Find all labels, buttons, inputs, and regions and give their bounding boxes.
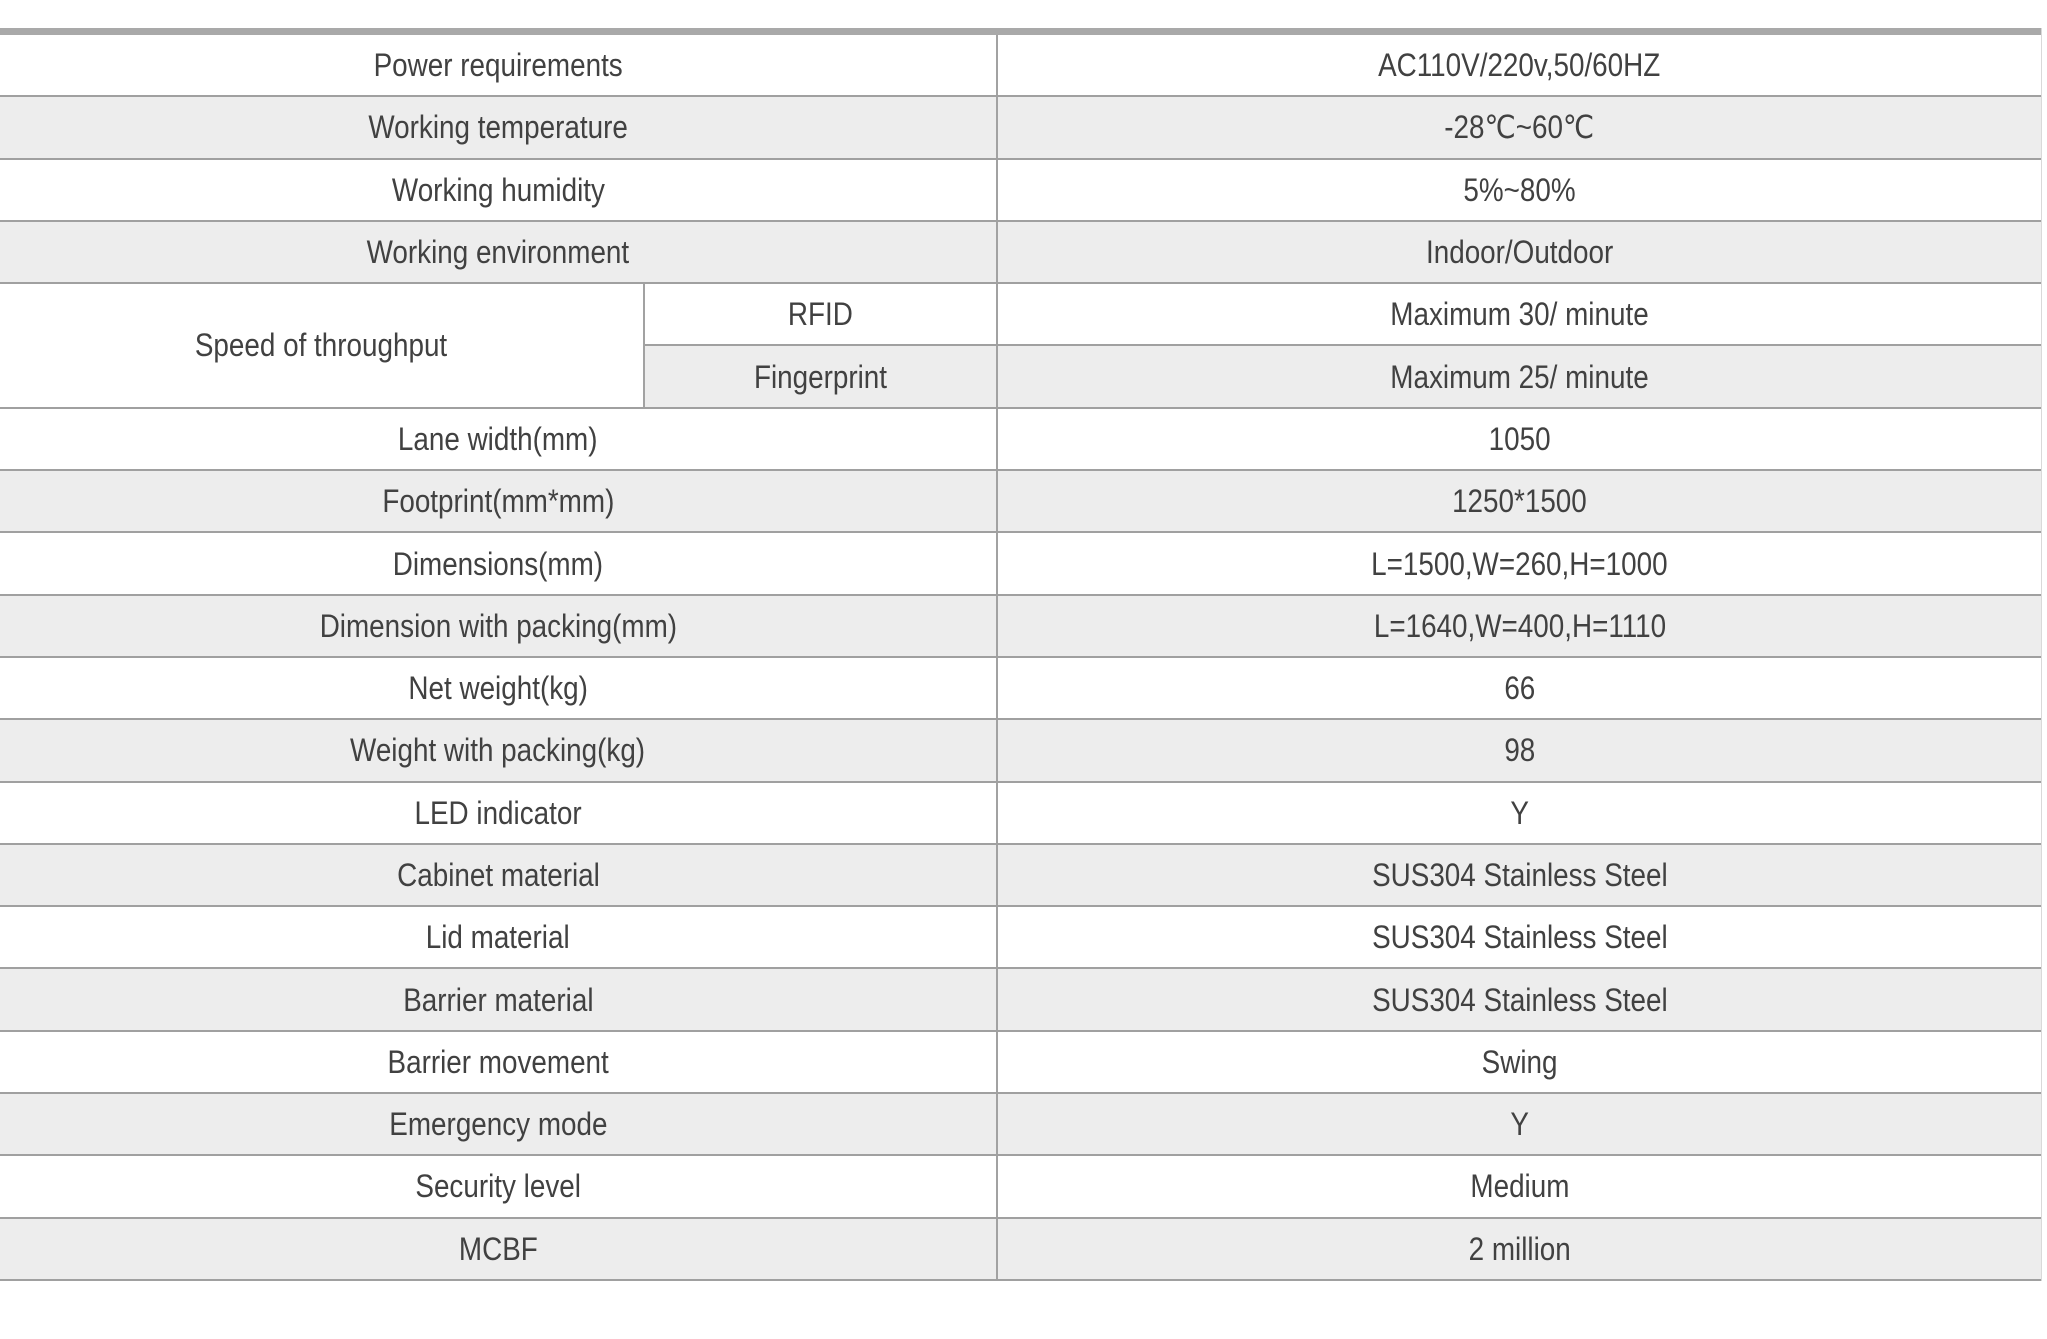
spec-value-text: Indoor/Outdoor: [1425, 234, 1614, 271]
spec-label-cell: [0, 596, 998, 656]
table-row: [0, 1094, 2041, 1156]
spec-value-cell: [998, 533, 2041, 593]
spec-label-text: Lid material: [426, 919, 570, 956]
table-row: [0, 35, 2041, 97]
table-subrow: [645, 346, 2041, 406]
table-row: [0, 160, 2041, 222]
spec-label-text: Barrier movement: [387, 1043, 609, 1080]
spec-label-text: Security level: [415, 1168, 581, 1205]
spec-value-text: Maximum 25/ minute: [1390, 358, 1649, 395]
spec-value-cell: [998, 97, 2041, 157]
spec-label-cell: [0, 1094, 998, 1154]
table-row: [0, 658, 2041, 720]
spec-value-text: Medium: [1469, 1168, 1570, 1205]
spec-label-text: Weight with packing(kg): [350, 732, 646, 769]
spec-label-text: Working humidity: [391, 171, 605, 208]
spec-value-cell: [998, 1156, 2041, 1216]
spec-value-cell: [998, 346, 2041, 406]
spec-label-cell: [0, 1156, 998, 1216]
spec-label-text: Barrier material: [402, 981, 594, 1018]
spec-value-text: Swing: [1481, 1043, 1558, 1080]
table-row: [0, 471, 2041, 533]
spec-value-text: L=1500,W=260,H=1000: [1371, 545, 1668, 582]
table-row: [0, 907, 2041, 969]
table-row: [0, 845, 2041, 907]
table-top-bar: [0, 28, 2041, 35]
table-subrow: [645, 284, 2041, 346]
table-row: [0, 409, 2041, 471]
spec-label-text: MCBF: [458, 1230, 538, 1267]
spec-label-cell: [0, 97, 998, 157]
table-row: [0, 222, 2041, 284]
spec-value-text: L=1640,W=400,H=1110: [1373, 607, 1666, 644]
spec-value-text: Y: [1510, 1106, 1529, 1143]
table-row: [0, 97, 2041, 159]
table-row: [0, 533, 2041, 595]
spec-value-cell: [998, 596, 2041, 656]
spec-value-cell: [998, 284, 2041, 344]
spec-value-text: SUS304 Stainless Steel: [1371, 857, 1668, 893]
spec-value-cell: [998, 471, 2041, 531]
spec-label-text: Dimensions(mm): [392, 545, 604, 582]
spec-value-cell: [998, 1032, 2041, 1092]
table-row: [0, 969, 2041, 1031]
spec-value-cell: [998, 783, 2041, 843]
spec-value-text: 5%~80%: [1463, 171, 1576, 208]
spec-value-text: 66: [1504, 670, 1535, 707]
spec-label-text: Working temperature: [368, 109, 628, 146]
spec-value-cell: [998, 1219, 2041, 1279]
spec-value-text: Y: [1510, 794, 1529, 831]
spec-label-text: Fingerprint: [753, 358, 888, 395]
spec-label-cell: [0, 409, 998, 469]
table-row: [0, 1156, 2041, 1218]
spec-value-text: -28℃~60℃: [1444, 109, 1595, 146]
spec-label-text: Cabinet material: [396, 857, 600, 893]
spec-label-cell: [0, 1219, 998, 1279]
spec-label-text: Net weight(kg): [408, 670, 588, 707]
spec-label-text: Footprint(mm*mm): [381, 483, 614, 520]
spec-label-cell: [0, 907, 998, 967]
spec-sublabel-cell: [645, 346, 998, 406]
spec-value-cell: [998, 409, 2041, 469]
spec-value-cell: [998, 35, 2041, 95]
spec-value-cell: [998, 160, 2041, 220]
spec-label-cell: [0, 35, 998, 95]
spec-value-cell: [998, 720, 2041, 780]
spec-label-text: Power requirements: [373, 47, 623, 84]
spec-label-cell: [0, 533, 998, 593]
spec-label-cell: [0, 160, 998, 220]
spec-value-text: SUS304 Stainless Steel: [1371, 981, 1668, 1018]
spec-label-cell: [0, 471, 998, 531]
spec-value-cell: [998, 222, 2041, 282]
spec-value-text: Maximum 30/ minute: [1390, 296, 1649, 333]
spec-value-cell: [998, 845, 2041, 905]
spec-value-text: AC110V/220v,50/60HZ: [1378, 47, 1661, 84]
spec-value-cell: [998, 969, 2041, 1029]
spec-label-text: Emergency mode: [388, 1106, 608, 1143]
throughput-subrows: [645, 284, 2041, 407]
spec-value-text: 1050: [1488, 420, 1551, 457]
spec-label-cell: [0, 783, 998, 843]
throughput-label-text: Speed of throughput: [195, 327, 448, 364]
spec-label-cell: [0, 222, 998, 282]
spec-label-text: Dimension with packing(mm): [319, 607, 677, 644]
spec-label-text: Lane width(mm): [398, 420, 598, 457]
spec-sublabel-cell: [645, 284, 998, 344]
table-row: [0, 1219, 2041, 1281]
spec-value-text: 98: [1504, 732, 1535, 769]
table-row: [0, 1032, 2041, 1094]
spec-label-cell: [0, 969, 998, 1029]
spec-label-text: Working environment: [366, 234, 630, 271]
spec-value-cell: [998, 1094, 2041, 1154]
table-row: [0, 783, 2041, 845]
spec-value-text: 1250*1500: [1452, 483, 1587, 520]
spec-value-cell: [998, 907, 2041, 967]
spec-table: [0, 28, 2042, 1281]
spec-label-cell: [0, 845, 998, 905]
spec-label-cell: [0, 720, 998, 780]
throughput-group: [0, 284, 2041, 409]
spec-label-text: RFID: [788, 296, 853, 333]
spec-label-cell: [0, 658, 998, 718]
table-row: [0, 596, 2041, 658]
table-row: [0, 720, 2041, 782]
spec-value-text: 2 million: [1468, 1230, 1571, 1267]
spec-value-cell: [998, 658, 2041, 718]
spec-label-cell: [0, 1032, 998, 1092]
throughput-span-cell: [0, 284, 645, 407]
spec-value-text: SUS304 Stainless Steel: [1371, 919, 1668, 956]
spec-label-text: LED indicator: [414, 794, 582, 831]
